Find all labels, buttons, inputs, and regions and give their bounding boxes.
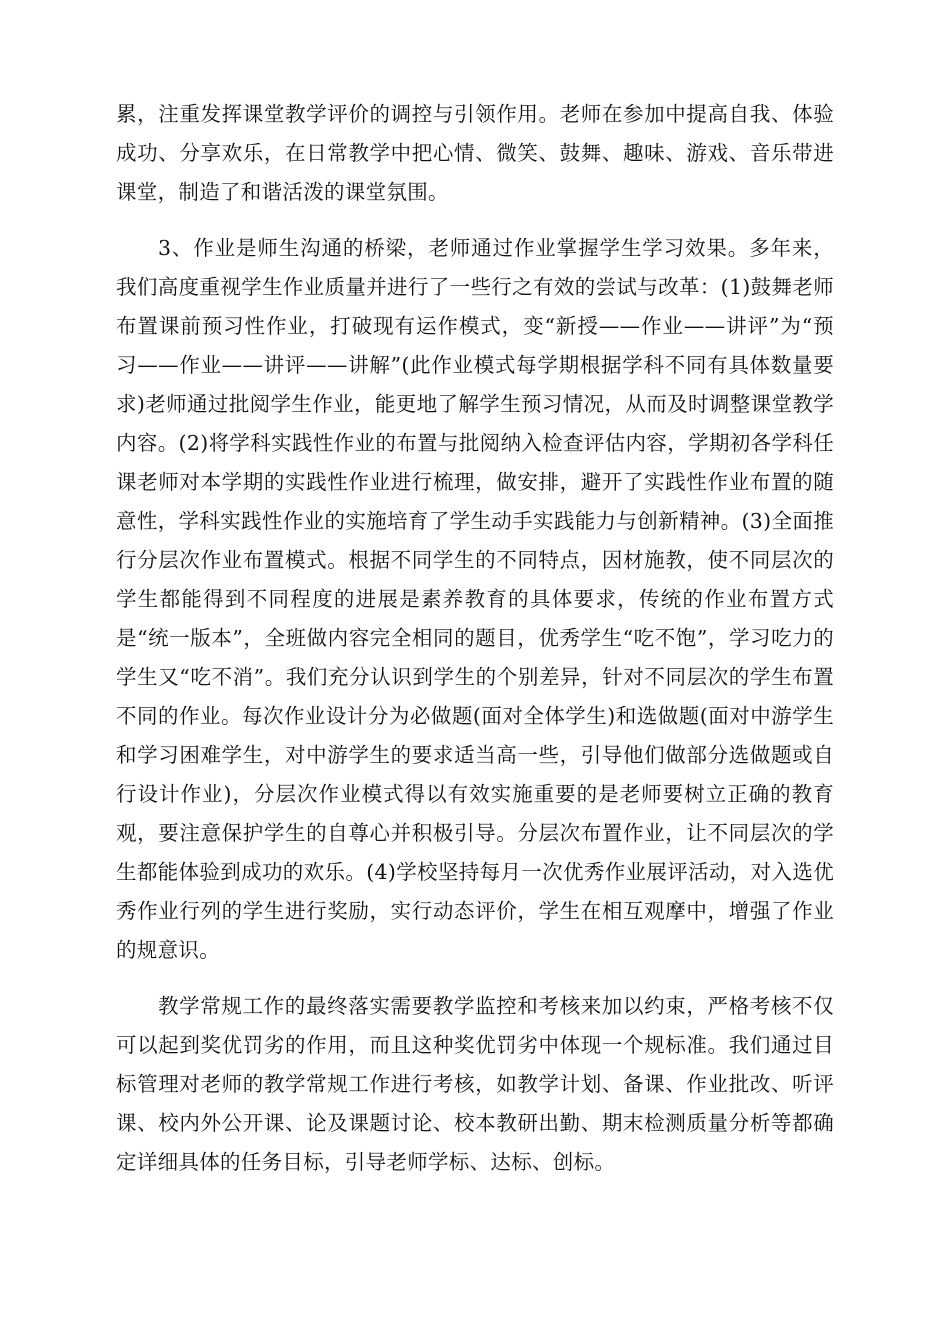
paragraph-classroom-evaluation: 累，注重发挥课堂教学评价的调控与引领作用。老师在参加中提高自我、体验成功、分享欢乐，在日常教学中把心情、微笑、鼓舞、趣味、游戏、音乐带进课堂，制造了和谐活泼的课堂氛围。 — [116, 102, 834, 204]
document-body — [116, 95, 834, 1182]
paragraph-homework-reform: 3、作业是师生沟通的桥梁，老师通过作业掌握学生学习效果。多年来，我们高度重视学生作业质量并进行了一些行之有效的尝试与改革：(1)鼓舞老师布置课前预习性作业，打破现有运作模式，变“新授——作业——讲评”为“预习——作业——讲评——讲解”(此作业模式每学期根据学科不同有具体数量要求)老师通过批阅学生作业，能更地了解学生预习情况，从而及时调整课堂教学内容。(2)将学科实践性作业的布置与批阅纳入检查评估内容，学期初各学科任课老师对本学期的实践性作业进行梳理，做安排，避开了实践性作业布置的随意性，学科实践性作业的实施培育了学生动手实践能力与创新精神。(3)全面推行分层次作业布置模式。根据不同学生的不同特点，因材施教，使不同层次的学生都能得到不同程度的进展是素养教育的具体要求，传统的作业布置方式是“统一版本”，全班做内容完全相同的题目，优秀学生“吃不饱”，学习吃力的学生又“吃不消”。我们充分认识到学生的个别差异，针对不同层次的学生布置不同的作业。每次作业设计分为必做题(面对全体学生)和选做题(面对中游学生和学习困难学生，对中游学生的要求适当高一些，引导他们做部分选做题或自行设计作业)，分层次作业模式得以有效实施重要的是老师要树立正确的教育观，要注意保护学生的自尊心并积极引导。分层次布置作业，让不同层次的学生都能体验到成功的欢乐。(4)学校坚持每月一次优秀作业展评活动，对入选优秀作业行列的学生进行奖励，实行动态评价，学生在相互观摩中，增强了作业的规意识。 — [116, 236, 834, 962]
paragraph-teaching-assessment: 教学常规工作的最终落实需要教学监控和考核来加以约束，严格考核不仅可以起到奖优罚劣的作用，而且这种奖优罚劣中体现一个规标准。我们通过目标管理对老师的教学常规工作进行考核，如教学计划、备课、作业批改、听评课、校内外公开课、论及课题讨论、校本教研出勤、期末检测质量分析等都确定详细具体的任务目标，引导老师学标、达标、创标。 — [116, 994, 834, 1174]
